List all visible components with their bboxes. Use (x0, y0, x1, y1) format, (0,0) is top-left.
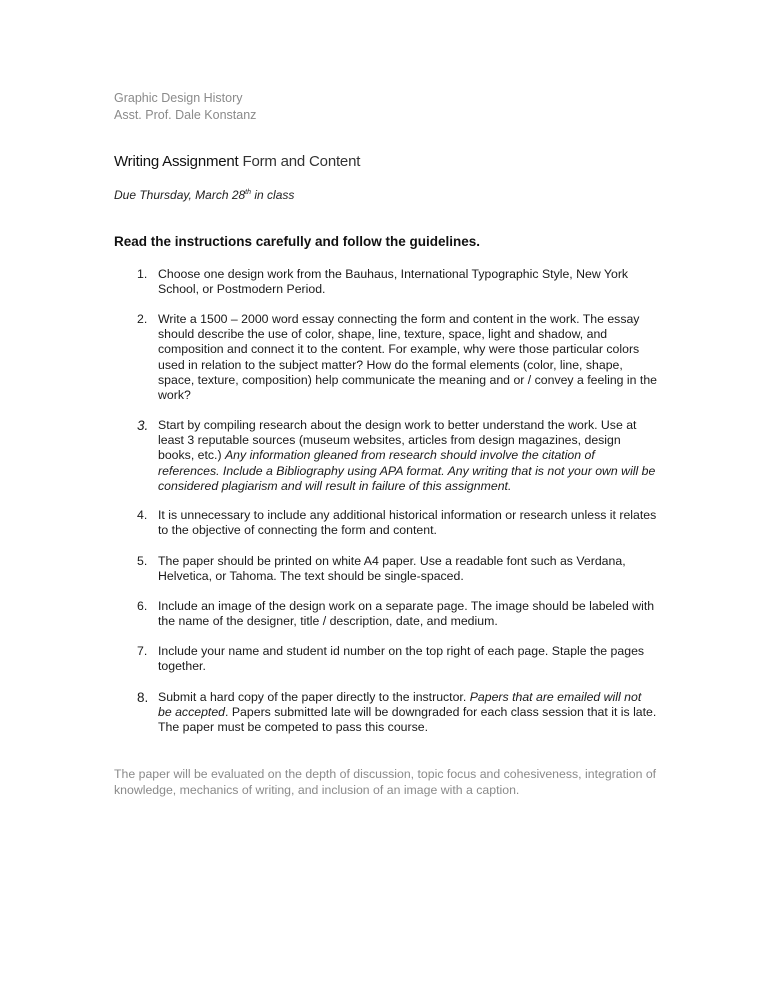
list-item (137, 599, 657, 629)
item-text: It is unnecessary to include any additional historical information or research unless it relates to the objective of connecting the form and content. (158, 508, 657, 538)
item-text: Write a 1500 – 2000 word essay connecting the form and content in the work. The essay should describe the use of color, shape, line, texture, space, light and shadow, and composition and connect it to the content. For example, why were those particular colors used in relation to the subject matter? How do the formal elements (color, line, shape, space, texture, composition) help communicate the meaning and or / convey a feeling in the work? (158, 312, 657, 403)
item-text: Include an image of the design work on a separate page. The image should be labeled with the name of the designer, title / description, date, and medium. (158, 599, 655, 629)
list-item (137, 418, 657, 494)
course-name: Graphic Design History (114, 91, 243, 105)
item-text: Include your name and student id number on the top right of each page. Staple the pages together. (158, 644, 645, 674)
instructor-name: Asst. Prof. Dale Konstanz (114, 108, 257, 122)
list-item (137, 690, 657, 736)
list-item (137, 312, 657, 403)
due-date-prefix: Due Thursday, March 28 (114, 188, 246, 202)
item-text: Choose one design work from the Bauhaus, International Typographic Style, New York School, or Postmodern Period. (158, 267, 629, 297)
list-item (137, 644, 657, 674)
due-date-suffix: th (245, 189, 252, 196)
item-number: 2. (137, 312, 148, 326)
item-number: 6. (137, 599, 148, 613)
item-text: Submit a hard copy of the paper directly to the instructor. (158, 690, 470, 704)
item-number: 8. (137, 690, 149, 705)
instructions-heading: Read the instructions carefully and follow the guidelines. (114, 234, 481, 249)
due-date-rest: in class (251, 188, 295, 202)
document-header (114, 90, 256, 124)
item-text-italic: Papers that are emailed will not be accepted (158, 690, 642, 720)
item-text-after: . Papers submitted late will be downgraded for each class session that it is late. The paper must be competed to pass this course. (158, 705, 657, 735)
title-main: Writing Assignment (114, 153, 239, 170)
item-number: 1. (137, 267, 148, 281)
item-text: Start by compiling research about the design work to better understand the work. Use at least 3 reputable sources (museum websites, articles from design magazines, design books, etc.) (158, 418, 637, 463)
list-item (137, 554, 657, 584)
item-text-italic: Any information gleaned from research should involve the citation of references. Include a Bibliography using APA format. Any writing that is not your own will be considered plagiarism and will result in failure of this assignment. (158, 448, 656, 493)
assignment-title (114, 152, 360, 172)
title-sub: Form and Content (242, 153, 361, 170)
item-number: 5. (137, 554, 148, 568)
due-date (114, 185, 294, 203)
list-item (137, 267, 657, 297)
list-item (137, 508, 657, 538)
item-text: The paper should be printed on white A4 paper. Use a readable font such as Verdana, Helvetica, or Tahoma. The text should be single-spaced. (158, 554, 626, 584)
item-number: 3. (137, 418, 149, 433)
evaluation-note: The paper will be evaluated on the depth of discussion, topic focus and cohesiveness, integration of knowledge, mechanics of writing, and inclusion of an image with a caption. (114, 767, 657, 797)
item-number: 4. (137, 508, 148, 522)
item-number: 7. (137, 644, 148, 658)
